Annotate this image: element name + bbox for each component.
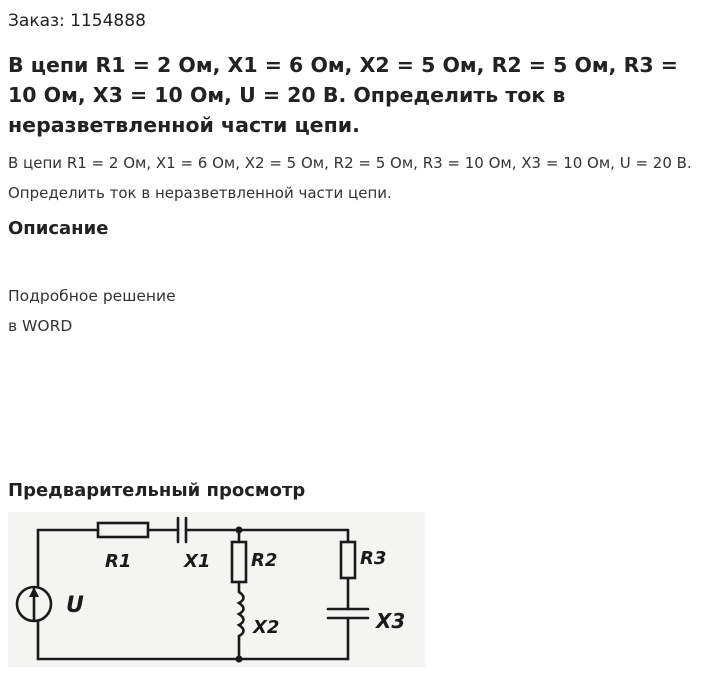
label-r1: R1 bbox=[105, 551, 132, 572]
junction-bottom bbox=[236, 656, 243, 663]
description-line-1: Подробное решение bbox=[8, 287, 176, 305]
label-x3: X3 bbox=[376, 609, 406, 633]
order-number: Заказ: 1154888 bbox=[8, 11, 146, 31]
label-u: U bbox=[66, 593, 84, 618]
label-x2: X2 bbox=[253, 617, 280, 638]
resistor-r2 bbox=[232, 542, 246, 582]
label-r3: R3 bbox=[360, 548, 387, 569]
label-r2: R2 bbox=[251, 550, 278, 571]
circuit-preview-image bbox=[8, 512, 425, 667]
page-title: В цепи R1 = 2 Ом, X1 = 6 Ом, X2 = 5 Ом, R2 = 5 Ом, R3 = 10 Ом, X3 = 10 Ом, U = 20 В. Определить ток в неразветвленной части цепи. bbox=[8, 53, 678, 137]
description-heading: Описание bbox=[8, 218, 109, 239]
inductor-x2 bbox=[239, 592, 244, 636]
resistor-r3 bbox=[341, 542, 355, 578]
description-line-2: в WORD bbox=[8, 317, 73, 335]
description-body bbox=[8, 281, 176, 341]
resistor-r1 bbox=[98, 523, 148, 537]
problem-statement: В цепи R1 = 2 Ом, X1 = 6 Ом, X2 = 5 Ом, R2 = 5 Ом, R3 = 10 Ом, X3 = 10 Ом, U = 20 В. Определить ток в неразветвленной части цепи. bbox=[8, 154, 692, 202]
preview-heading: Предварительный просмотр bbox=[8, 480, 306, 501]
junction-top bbox=[236, 527, 243, 534]
circuit-diagram bbox=[8, 512, 425, 667]
label-x1: X1 bbox=[184, 551, 211, 572]
